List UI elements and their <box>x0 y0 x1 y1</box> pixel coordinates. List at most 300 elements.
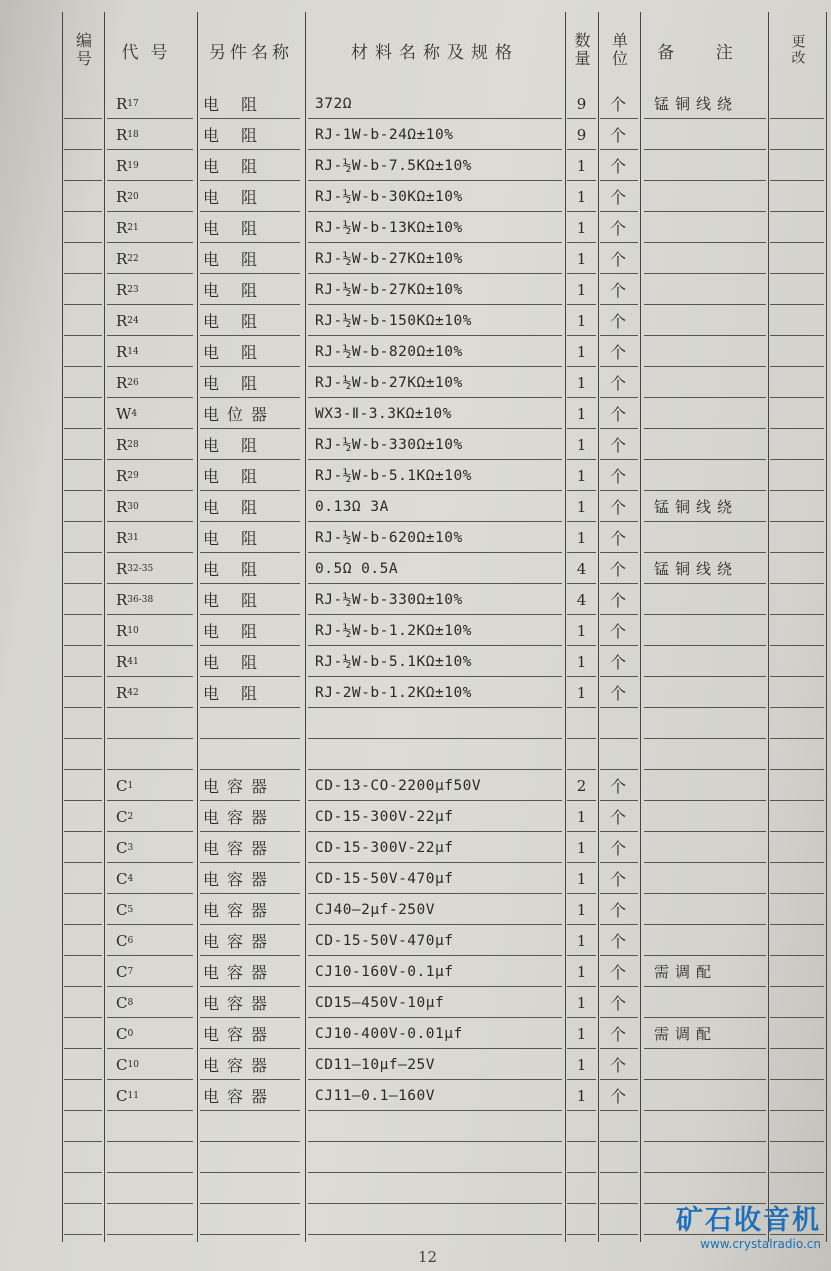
code-cell <box>104 212 197 243</box>
qty-cell: 1 <box>576 1086 587 1105</box>
qty-cell: 1 <box>576 1024 587 1043</box>
row-number-cell <box>62 677 104 708</box>
row-number-cell <box>62 739 104 770</box>
col-divider <box>197 12 198 1242</box>
change-cell <box>768 1080 827 1111</box>
note-cell: 锰铜线绕 <box>654 95 739 113</box>
note-cell <box>640 615 768 646</box>
part-name-cell: 电容器 <box>203 870 276 889</box>
code-subscript: 29 <box>127 470 139 481</box>
code-cell <box>104 88 197 119</box>
code-cell <box>104 429 197 460</box>
row-number-cell <box>62 894 104 925</box>
qty-cell: 1 <box>576 993 587 1012</box>
row-number-cell <box>62 956 104 987</box>
qty-cell: 1 <box>576 404 587 423</box>
code-subscript: 21 <box>127 222 139 233</box>
row-number-cell <box>62 1080 104 1111</box>
change-cell <box>768 88 827 119</box>
change-cell <box>768 1049 827 1080</box>
unit-cell <box>598 1204 638 1235</box>
part-name-cell: 电容器 <box>203 1056 276 1075</box>
code-letter: C <box>116 900 128 919</box>
part-name-cell: 电位器 <box>203 405 276 424</box>
change-cell <box>768 615 827 646</box>
unit-cell: 个 <box>609 498 626 517</box>
qty-cell: 9 <box>576 94 587 113</box>
row-number-cell <box>62 305 104 336</box>
col-divider <box>598 12 599 1242</box>
code-cell <box>104 832 197 863</box>
unit-cell: 个 <box>609 219 626 238</box>
code-subscript: 1 <box>127 780 134 791</box>
note-cell <box>640 894 768 925</box>
qty-cell <box>565 1204 598 1235</box>
row-number-cell <box>62 1049 104 1080</box>
spec-cell: RJ-½W-b-330Ω±10% <box>315 436 463 453</box>
code-cell <box>104 677 197 708</box>
unit-cell: 个 <box>609 312 626 331</box>
row-number-cell <box>62 212 104 243</box>
part-name-cell <box>197 1204 297 1235</box>
table-row <box>62 429 827 460</box>
change-cell <box>768 522 827 553</box>
code-subscript: 30 <box>127 501 139 512</box>
part-name-cell: 电阻 <box>203 591 280 610</box>
code-cell <box>104 615 197 646</box>
table-row <box>62 553 827 584</box>
row-number-cell <box>62 584 104 615</box>
unit-cell <box>598 1142 638 1173</box>
unit-cell <box>598 1173 638 1204</box>
note-cell <box>640 429 768 460</box>
col-divider <box>565 12 566 1242</box>
note-cell <box>640 243 768 274</box>
code-cell <box>104 181 197 212</box>
spec-cell: 0.13Ω 3A <box>315 498 389 515</box>
code-letter: R <box>116 218 128 237</box>
part-name-cell: 电阻 <box>203 374 280 393</box>
qty-cell: 1 <box>576 218 587 237</box>
change-cell <box>768 739 827 770</box>
code-letter: C <box>116 962 128 981</box>
spec-cell: RJ-½W-b-30KΩ±10% <box>315 188 463 205</box>
row-number-cell <box>62 925 104 956</box>
spec-cell: CD-15-300V-22μf <box>315 808 454 825</box>
note-cell <box>640 863 768 894</box>
change-cell <box>768 770 827 801</box>
code-letter: C <box>116 993 128 1012</box>
code-letter: R <box>116 280 128 299</box>
row-number-cell <box>62 615 104 646</box>
part-name-cell <box>197 739 297 770</box>
part-name-cell <box>197 1111 297 1142</box>
spec-cell: RJ-½W-b-27KΩ±10% <box>315 281 463 298</box>
qty-cell: 1 <box>576 497 587 516</box>
qty-cell: 1 <box>576 466 587 485</box>
spec-cell: WX3-Ⅱ-3.3KΩ±10% <box>315 405 452 422</box>
unit-cell: 个 <box>609 963 626 982</box>
code-subscript: 23 <box>127 284 139 295</box>
code-cell <box>104 150 197 181</box>
change-cell <box>768 460 827 491</box>
spec-cell: 0.5Ω 0.5A <box>315 560 399 577</box>
qty-cell: 4 <box>576 590 587 609</box>
part-name-cell: 电阻 <box>203 436 280 455</box>
code-letter: R <box>116 249 128 268</box>
qty-cell: 1 <box>576 373 587 392</box>
change-cell <box>768 677 827 708</box>
row-number-cell <box>62 987 104 1018</box>
table-row <box>62 522 827 553</box>
table-row <box>62 88 827 119</box>
header-alt-name: 另件名称 <box>209 42 293 63</box>
note-cell <box>640 1142 768 1173</box>
qty-cell: 1 <box>576 962 587 981</box>
row-number-cell <box>62 1142 104 1173</box>
change-cell <box>768 212 827 243</box>
row-number-cell <box>62 522 104 553</box>
note-cell <box>640 677 768 708</box>
row-rule <box>567 1234 596 1235</box>
col-divider <box>768 12 769 1242</box>
watermark <box>676 1198 821 1251</box>
row-number-cell <box>62 181 104 212</box>
note-cell <box>640 367 768 398</box>
note-cell <box>640 987 768 1018</box>
change-cell <box>768 181 827 212</box>
change-cell <box>768 1111 827 1142</box>
code-subscript: 19 <box>127 160 139 171</box>
row-number-cell <box>62 1173 104 1204</box>
unit-cell: 个 <box>609 343 626 362</box>
qty-cell <box>565 1173 598 1204</box>
table-row <box>62 460 827 491</box>
code-letter: R <box>116 156 128 175</box>
qty-cell: 1 <box>576 652 587 671</box>
unit-cell: 个 <box>609 839 626 858</box>
table-row <box>62 925 827 956</box>
row-number-cell <box>62 863 104 894</box>
note-cell <box>640 119 768 150</box>
code-letter: R <box>116 466 128 485</box>
spec-cell: RJ-½W-b-7.5KΩ±10% <box>315 157 472 174</box>
part-name-cell: 电阻 <box>203 312 280 331</box>
table-row <box>62 243 827 274</box>
row-number-cell <box>62 832 104 863</box>
parts-table <box>62 12 827 1242</box>
code-subscript: 4 <box>131 408 138 419</box>
table-row <box>62 305 827 336</box>
part-name-cell: 电容器 <box>203 777 276 796</box>
part-name-cell: 电阻 <box>203 560 280 579</box>
part-name-cell: 电阻 <box>203 188 280 207</box>
code-letter: R <box>116 125 128 144</box>
table-row <box>62 801 827 832</box>
qty-cell <box>565 1111 598 1142</box>
spec-cell: RJ-½W-b-1.2KΩ±10% <box>315 622 472 639</box>
note-cell <box>640 1080 768 1111</box>
unit-cell <box>598 1111 638 1142</box>
code-cell <box>104 739 197 770</box>
change-cell <box>768 305 827 336</box>
code-letter: C <box>116 1024 128 1043</box>
table-header <box>62 12 827 88</box>
header-qty: 数量 <box>572 32 591 68</box>
code-letter: R <box>116 435 128 454</box>
spec-cell: RJ-½W-b-27KΩ±10% <box>315 374 463 391</box>
note-cell <box>640 1111 768 1142</box>
code-cell <box>104 1204 197 1235</box>
part-name-cell: 电阻 <box>203 157 280 176</box>
code-subscript: 0 <box>127 1028 134 1039</box>
unit-cell: 个 <box>609 157 626 176</box>
qty-cell: 1 <box>576 435 587 454</box>
qty-cell: 1 <box>576 931 587 950</box>
table-row <box>62 739 827 770</box>
part-name-cell: 电阻 <box>203 126 280 145</box>
code-subscript: 11 <box>127 1090 139 1101</box>
spec-cell <box>305 739 565 770</box>
code-subscript: 36-38 <box>127 594 154 605</box>
code-cell <box>104 398 197 429</box>
unit-cell: 个 <box>609 808 626 827</box>
table-row <box>62 150 827 181</box>
code-letter: C <box>116 807 128 826</box>
spec-cell: 372Ω <box>315 95 352 112</box>
table-row <box>62 1111 827 1142</box>
code-subscript: 26 <box>127 377 139 388</box>
row-rule <box>107 1234 193 1235</box>
code-letter: R <box>116 311 128 330</box>
part-name-cell: 电阻 <box>203 281 280 300</box>
unit-cell: 个 <box>609 95 626 114</box>
code-subscript: 14 <box>127 346 139 357</box>
part-name-cell: 电容器 <box>203 901 276 920</box>
code-cell <box>104 1142 197 1173</box>
row-number-cell <box>62 770 104 801</box>
row-number-cell <box>62 367 104 398</box>
part-name-cell: 电容器 <box>203 1087 276 1106</box>
change-cell <box>768 1018 827 1049</box>
note-cell <box>640 274 768 305</box>
unit-cell: 个 <box>609 622 626 641</box>
qty-cell: 2 <box>576 776 587 795</box>
unit-cell: 个 <box>609 901 626 920</box>
table-row <box>62 119 827 150</box>
table-row <box>62 1080 827 1111</box>
row-number-cell <box>62 491 104 522</box>
code-cell <box>104 553 197 584</box>
change-cell <box>768 491 827 522</box>
qty-cell: 1 <box>576 280 587 299</box>
col-divider <box>305 12 306 1242</box>
code-cell <box>104 1018 197 1049</box>
unit-cell: 个 <box>609 932 626 951</box>
note-cell: 需调配 <box>654 963 718 981</box>
part-name-cell: 电容器 <box>203 1025 276 1044</box>
part-name-cell: 电阻 <box>203 529 280 548</box>
code-cell <box>104 801 197 832</box>
code-letter: R <box>116 373 128 392</box>
code-letter: R <box>116 683 128 702</box>
spec-cell: RJ-½W-b-330Ω±10% <box>315 591 463 608</box>
code-subscript: 2 <box>127 811 134 822</box>
table-row <box>62 181 827 212</box>
table-row <box>62 398 827 429</box>
note-cell <box>640 150 768 181</box>
row-number-cell <box>62 88 104 119</box>
header-note: 备 注 <box>657 42 751 63</box>
code-subscript: 18 <box>127 129 139 140</box>
spec-cell <box>305 1111 565 1142</box>
table-row <box>62 832 827 863</box>
row-number-cell <box>62 1018 104 1049</box>
row-number-cell <box>62 429 104 460</box>
change-cell <box>768 553 827 584</box>
change-cell <box>768 1142 827 1173</box>
note-cell <box>640 584 768 615</box>
code-letter: C <box>116 838 128 857</box>
qty-cell: 1 <box>576 311 587 330</box>
code-letter: C <box>116 1086 128 1105</box>
table-row <box>62 1049 827 1080</box>
spec-cell: RJ-½W-b-13KΩ±10% <box>315 219 463 236</box>
part-name-cell: 电容器 <box>203 808 276 827</box>
code-cell <box>104 243 197 274</box>
part-name-cell: 电阻 <box>203 498 280 517</box>
unit-cell: 个 <box>609 188 626 207</box>
change-cell <box>768 832 827 863</box>
note-cell <box>640 801 768 832</box>
part-name-cell: 电容器 <box>203 963 276 982</box>
note-cell <box>640 212 768 243</box>
spec-cell: CD-15-50V-470μf <box>315 870 454 887</box>
watermark-title: 矿石收音机 <box>676 1205 821 1236</box>
qty-cell: 1 <box>576 528 587 547</box>
change-cell <box>768 367 827 398</box>
unit-cell: 个 <box>609 1087 626 1106</box>
note-cell <box>640 336 768 367</box>
col-divider <box>104 12 105 1242</box>
qty-cell: 1 <box>576 187 587 206</box>
unit-cell: 个 <box>609 405 626 424</box>
spec-cell: CJ11—0.1—160V <box>315 1087 435 1104</box>
unit-cell: 个 <box>609 994 626 1013</box>
unit-cell: 个 <box>609 591 626 610</box>
row-number-cell <box>62 1111 104 1142</box>
code-letter: R <box>116 652 128 671</box>
change-cell <box>768 894 827 925</box>
note-cell: 需调配 <box>654 1025 718 1043</box>
change-cell <box>768 646 827 677</box>
code-cell <box>104 491 197 522</box>
spec-cell: RJ-½W-b-5.1KΩ±10% <box>315 467 472 484</box>
part-name-cell: 电阻 <box>203 95 280 114</box>
change-cell <box>768 243 827 274</box>
code-cell <box>104 770 197 801</box>
table-row <box>62 1018 827 1049</box>
change-cell <box>768 429 827 460</box>
row-number-cell <box>62 119 104 150</box>
change-cell <box>768 801 827 832</box>
table-row <box>62 212 827 243</box>
table-row <box>62 987 827 1018</box>
code-subscript: 4 <box>127 873 134 884</box>
spec-cell: RJ-½W-b-5.1KΩ±10% <box>315 653 472 670</box>
note-cell <box>640 1049 768 1080</box>
spec-cell: CD-15-50V-470μf <box>315 932 454 949</box>
note-cell <box>640 832 768 863</box>
code-cell <box>104 274 197 305</box>
unit-cell: 个 <box>609 560 626 579</box>
note-cell <box>640 181 768 212</box>
qty-cell: 1 <box>576 869 587 888</box>
table-row <box>62 615 827 646</box>
unit-cell <box>598 739 638 770</box>
spec-cell: CD-15-300V-22μf <box>315 839 454 856</box>
col-divider <box>62 12 63 1242</box>
qty-cell <box>565 1142 598 1173</box>
note-cell: 锰铜线绕 <box>654 498 739 516</box>
table-row <box>62 770 827 801</box>
note-cell <box>640 770 768 801</box>
header-spec: 材料名称及规格 <box>351 42 519 63</box>
spec-cell: RJ-2W-b-1.2KΩ±10% <box>315 684 472 701</box>
spec-cell: CD-13-CO-2200μf50V <box>315 777 482 794</box>
code-subscript: 32-35 <box>127 563 154 574</box>
qty-cell: 1 <box>576 900 587 919</box>
watermark-url: www.crystalradio.cn <box>700 1237 821 1251</box>
spec-cell <box>305 1173 565 1204</box>
code-letter: R <box>116 94 128 113</box>
qty-cell <box>565 739 598 770</box>
row-number-cell <box>62 708 104 739</box>
code-letter: R <box>116 559 128 578</box>
code-cell <box>104 925 197 956</box>
row-number-cell <box>62 274 104 305</box>
code-letter: W <box>116 404 132 423</box>
spec-cell <box>305 1204 565 1235</box>
code-cell <box>104 1111 197 1142</box>
code-subscript: 10 <box>127 625 139 636</box>
qty-cell: 4 <box>576 559 587 578</box>
unit-cell: 个 <box>609 777 626 796</box>
row-number-cell <box>62 150 104 181</box>
part-name-cell <box>197 1142 297 1173</box>
part-name-cell: 电阻 <box>203 250 280 269</box>
code-cell <box>104 987 197 1018</box>
unit-cell: 个 <box>609 374 626 393</box>
code-letter: R <box>116 342 128 361</box>
part-name-cell <box>197 708 297 739</box>
qty-cell: 9 <box>576 125 587 144</box>
note-cell <box>640 708 768 739</box>
unit-cell: 个 <box>609 684 626 703</box>
note-cell <box>640 398 768 429</box>
table-row <box>62 646 827 677</box>
spec-cell: CD11—10μf—25V <box>315 1056 435 1073</box>
change-cell <box>768 987 827 1018</box>
unit-cell <box>598 708 638 739</box>
note-cell <box>640 460 768 491</box>
spec-cell: RJ-½W-b-150KΩ±10% <box>315 312 472 329</box>
code-cell <box>104 119 197 150</box>
code-cell <box>104 305 197 336</box>
part-name-cell: 电阻 <box>203 684 280 703</box>
qty-cell <box>565 708 598 739</box>
code-letter: R <box>116 621 128 640</box>
